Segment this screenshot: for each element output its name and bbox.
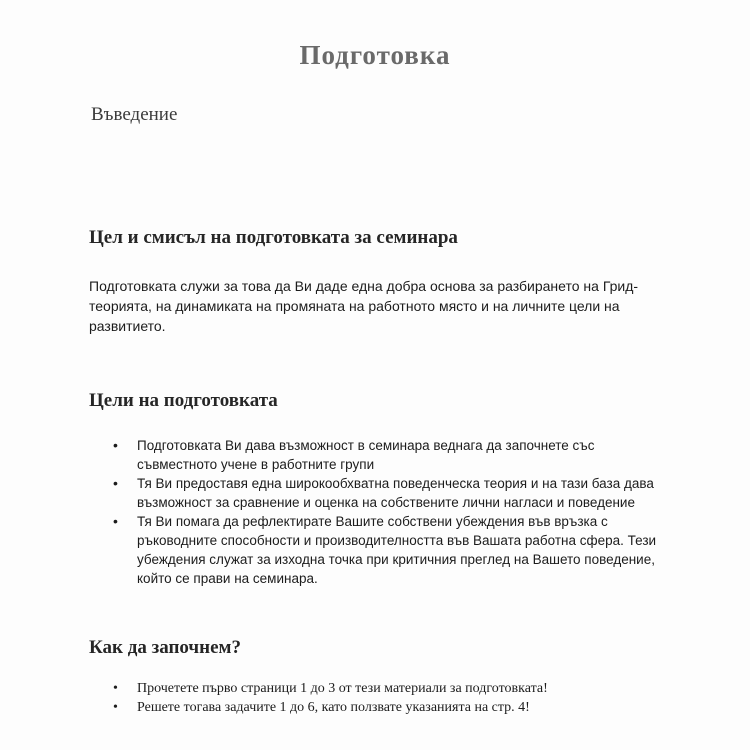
section-heading-goals: Цели на подготовката — [89, 390, 278, 411]
list-item — [113, 698, 673, 717]
list-item — [113, 474, 673, 512]
list-item-line: Тя Ви предоставя една широкообхватна поведенческа теория и на тази база дава — [137, 476, 654, 491]
section-heading-purpose: Цел и смисъл на подготовката за семинара — [89, 227, 458, 248]
list-item-line: възможност за сравнение и оценка на собствените лични нагласи и поведение — [137, 495, 635, 510]
list-item-line: съвместното учене в работните групи — [137, 457, 375, 472]
list-item — [113, 512, 673, 588]
intro-label: Въведение — [91, 104, 178, 125]
list-item-line: Решете тогава задачите 1 до 6, като ползвате указанията на стр. 4! — [137, 700, 530, 715]
section-heading-start: Как да започнем? — [89, 637, 241, 658]
bullet-icon: • — [113, 681, 118, 696]
list-item — [113, 679, 673, 698]
page-title: Подготовка — [299, 40, 451, 70]
list-item-line: Подготовката Ви дава възможност в семинара веднага да започнете със — [137, 438, 595, 453]
bullet-icon: • — [113, 475, 118, 491]
paragraph-line: Подготовката служи за това да Ви даде една добра основа за разбирането на Грид- — [89, 278, 639, 294]
bullet-icon: • — [113, 437, 118, 453]
list-item-line: който се прави на семинара. — [137, 571, 318, 586]
list-item-line: убеждения служат за изходна точка при критичния преглед на Вашето поведение, — [137, 552, 655, 567]
list-item-line: ръководните способности и производителността във Вашата работна сфера. Тези — [137, 533, 657, 548]
purpose-paragraph — [89, 276, 649, 336]
start-list — [113, 679, 673, 717]
paragraph-line: развитието. — [89, 318, 166, 334]
paragraph-line: теорията, на динамиката на промяната на работното място и на личните цели на — [89, 298, 620, 314]
goals-list — [113, 436, 673, 588]
list-item — [113, 436, 673, 474]
list-item-line: Прочетете първо страници 1 до 3 от тези материали за подготовката! — [137, 681, 548, 696]
list-item-line: Тя Ви помага да рефлектирате Вашите собствени убеждения във връзка с — [137, 514, 608, 529]
bullet-icon: • — [113, 513, 118, 529]
bullet-icon: • — [113, 700, 118, 715]
